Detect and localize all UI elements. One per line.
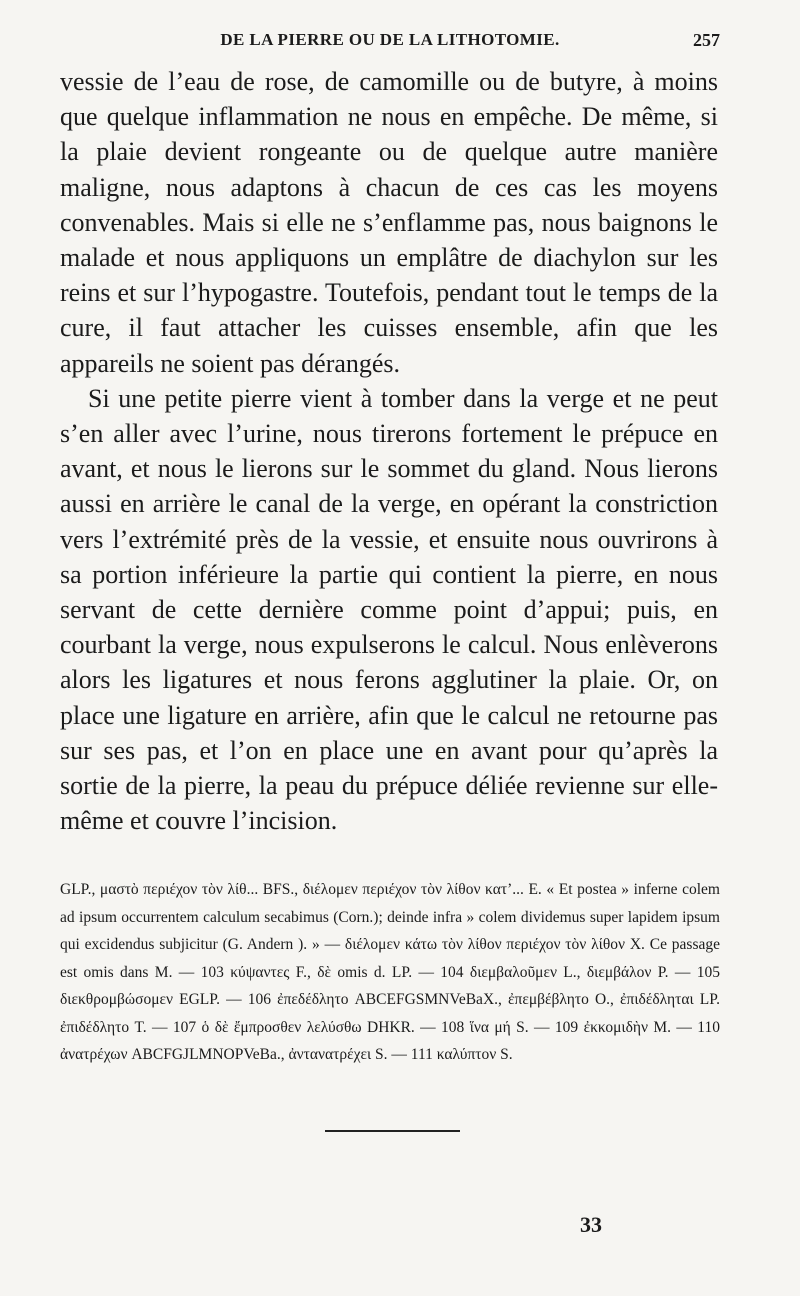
footnote-text: GLP., μαστὸ περιέχον τὸν λίθ... BFS., διέλομεν περιέχον τὸν λίθον κατ’... E. « Et postea » inferne colem ad ipsum occurrentem calculum secabimus (Corn.); deinde infra » colem dividemus super lapidem ipsum qui excidendus subjicitur (G. Andern ). » — διέλομεν κάτω τὸν λίθον περιέχον τὸν λίθον X. Ce passage est omis dans M. — 103 κύψαντες F., δὲ omis d. LP. — 104 διεμβαλοῦμεν L., διεμβάλον P. — 105 διεκθρομβώσομεν EGLP. — 106 ἐπεδέδλητο ABCEFGSMNVeBaX., ἐπεμβέβλητο O., ἐπιδέδληται LP. ἐπιδέδλητο T. — 107 ὁ δὲ ἔμπροσθεν λελύσθω DHKR. — 108 ἵνα μή S. — 109 ἐκκομιδὴν M. — 110 ἀνατρέχων ABCFGJLMNOPVeBa., ἀντανατρέχει S. — 111 καλύπτον S. (60, 881, 720, 1063)
body-text (60, 64, 718, 838)
paragraph-1: vessie de l’eau de rose, de camomille ou de butyre, à moins que quelque inflammation ne nous en empêche. De même, si la plaie devient rongeante ou de quelque autre manière maligne, nous adaptons à chacun de ces cas les moyens convenables. Mais si elle ne s’enflamme pas, nous baignons le malade et nous appliquons un emplâtre de diachylon sur les reins et sur l’hypogastre. Toutefois, pendant tout le temps de la cure, il faut attacher les cuisses ensemble, afin que les appareils ne soient pas dérangés. (60, 67, 718, 378)
running-title: DE LA PIERRE OU DE LA LITHOTOMIE. (220, 30, 560, 49)
paragraph-2: Si une petite pierre vient à tomber dans la verge et ne peut s’en aller avec l’urine, nous tirerons fortement le prépuce en avant, et nous le lierons sur le sommet du gland. Nous lierons aussi en arrière le canal de la verge, en opérant la constriction vers l’extrémité près de la vessie, et ensuite nous ouvrirons à sa portion inférieure la partie qui contient la pierre, en nous servant de cette dernière comme point d’appui; puis, en courbant la verge, nous expulserons le calcul. Nous enlèverons alors les ligatures et nous ferons agglutiner la plaie. Or, on place une ligature en arrière, afin que le calcul ne retourne pas sur ses pas, et l’on en place une en avant pour qu’après la sortie de la pierre, la peau du prépuce déliée revienne sur elle-même et couvre l’incision. (60, 383, 718, 836)
footnotes (60, 876, 720, 1069)
page-number: 257 (693, 30, 720, 50)
separator-rule (325, 1130, 460, 1132)
signature-mark: 33 (580, 1212, 602, 1237)
running-head (60, 30, 720, 60)
